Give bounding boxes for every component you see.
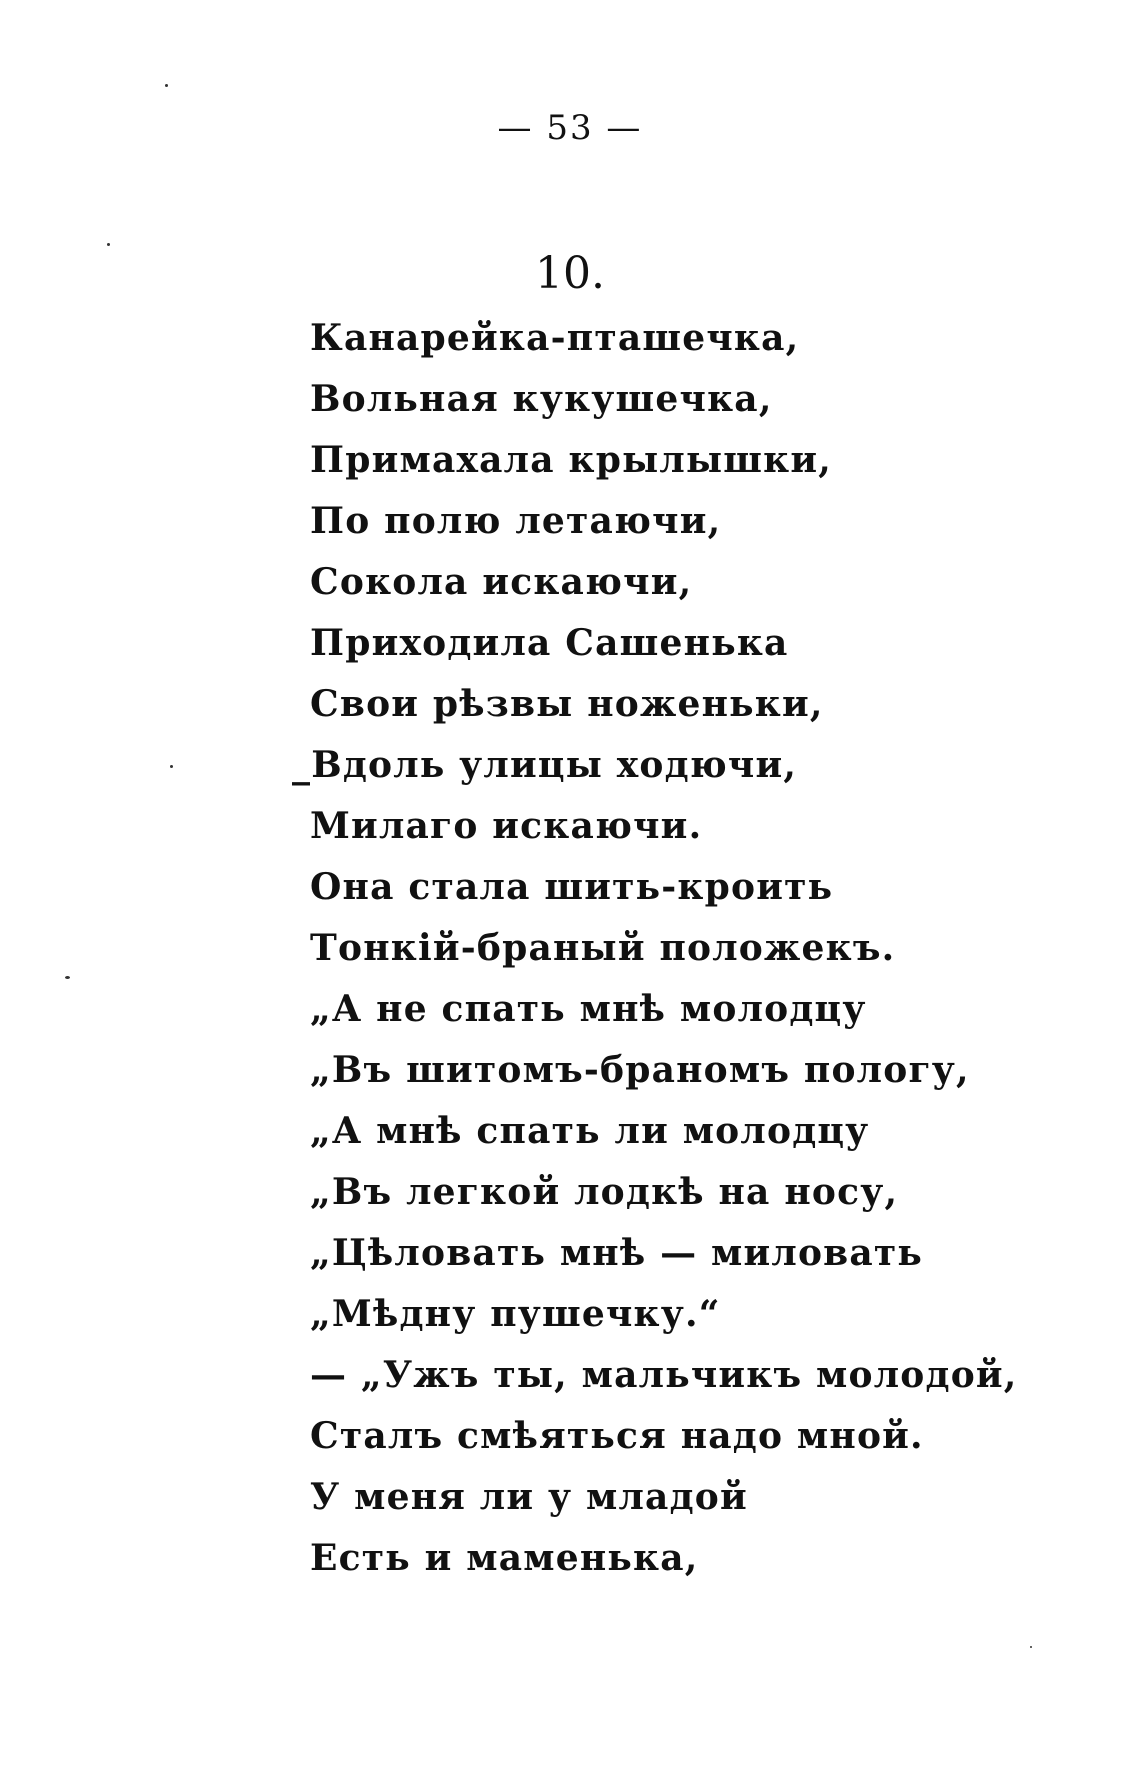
poem-line: Милаго искаючи.: [310, 805, 703, 847]
page-number: — 53 —: [497, 108, 643, 148]
poem-line: „Въ легкой лодкѣ на носу,: [310, 1171, 899, 1213]
poem-line: „Цѣловать мнѣ — миловать: [310, 1232, 924, 1274]
poem-line: _Вдоль улицы ходючи,: [292, 744, 798, 786]
poem-line: Приходила Сашенька: [310, 622, 789, 664]
scan-speck: [165, 84, 168, 87]
poem-line: Канарейка-пташечка,: [310, 317, 800, 359]
poem-line: „А мнѣ спать ли молодцу: [310, 1110, 870, 1152]
scan-speck: [170, 765, 173, 768]
poem-line: По полю летаючи,: [310, 500, 722, 542]
poem-line: Она стала шить-кроить: [310, 866, 834, 908]
poem-line: Сталъ смѣяться надо мной.: [310, 1415, 924, 1457]
poem-line: Тонкій-браный положекъ.: [310, 927, 896, 969]
poem-line: — „Ужъ ты, мальчикъ молодой,: [310, 1354, 1018, 1396]
poem-line: У меня ли у младой: [310, 1476, 748, 1518]
poem-line: Примахала крылышки,: [310, 439, 832, 481]
poem-line: „Мѣдну пушечку.“: [310, 1293, 721, 1335]
scan-speck: [1030, 1646, 1032, 1648]
scan-speck: [107, 243, 110, 246]
poem-line: Свои рѣзвы ноженьки,: [310, 683, 824, 725]
poem-line: Сокола искаючи,: [310, 561, 693, 603]
poem-line: „А не спать мнѣ молодцу: [310, 988, 867, 1030]
poem-number: 10.: [535, 248, 605, 299]
poem-line: Вольная кукушечка,: [310, 378, 773, 420]
poem-line: „Въ шитомъ-браномъ пологу,: [310, 1049, 970, 1091]
poem-text: [292, 308, 1090, 1589]
scan-speck: [65, 976, 70, 979]
poem-line: Есть и маменька,: [310, 1537, 699, 1579]
